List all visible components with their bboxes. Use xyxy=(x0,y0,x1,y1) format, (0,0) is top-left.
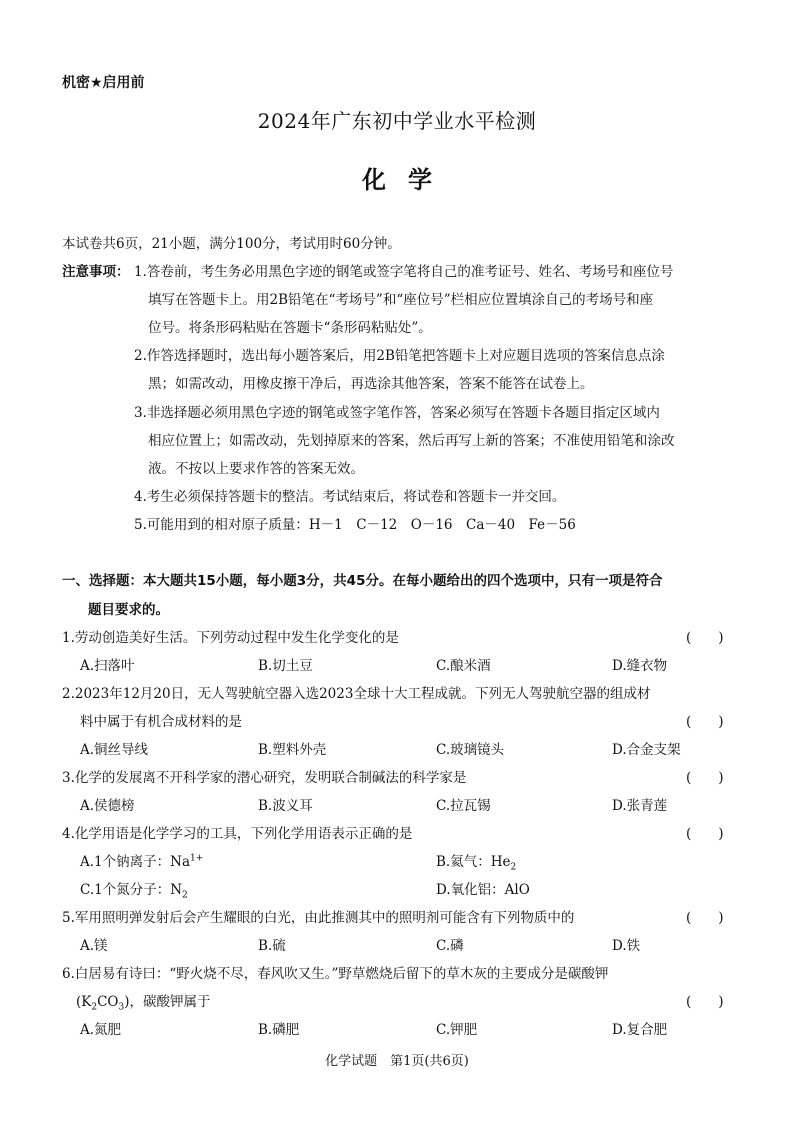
option-a: A.扫落叶 xyxy=(80,658,135,674)
option-c: C.酿米酒 xyxy=(436,658,491,674)
question-stem: 5.军用照明弹发射后会产生耀眼的白光，由此推测其中的照明剂可能含有下列物质中的 xyxy=(62,910,575,926)
option-a: A.镁 xyxy=(80,938,108,954)
notice-line: 黑；如需改动，用橡皮擦干净后，再选涂其他答案，答案不能答在试卷上。 xyxy=(148,376,594,392)
question-stem: 4.化学用语是化学学习的工具，下列化学用语表示正确的是 xyxy=(62,826,413,842)
option-a: A.氮肥 xyxy=(80,1022,122,1038)
exam-title: 2024年广东初中学业水平检测 xyxy=(257,109,537,133)
answer-parentheses: ( ) xyxy=(686,714,724,730)
notice-label: 注意事项： xyxy=(62,264,130,280)
notice-line: 4.考生必须保持答题卡的整洁。考试结束后，将试卷和答题卡一并交回。 xyxy=(134,489,566,505)
notice-line: 1.答卷前，考生务必用黑色字迹的钢笔或签字笔将自己的准考证号、姓名、考场号和座位号 xyxy=(134,264,674,280)
question-stem: 3.化学的发展离不开科学家的潜心研究，发明联合制碱法的科学家是 xyxy=(62,770,467,786)
notice-line: 相应位置上；如需改动，先划掉原来的答案，然后再写上新的答案；不准使用铅笔和涂改 xyxy=(148,433,675,449)
subscript: 2 xyxy=(510,862,517,873)
notice-line: 位号。将条形码粘贴在答题卡“条形码粘贴处”。 xyxy=(148,320,432,336)
option-d: D.张青莲 xyxy=(612,798,668,814)
option-c xyxy=(80,878,188,901)
option-b: B.塑料外壳 xyxy=(258,742,327,758)
option-d: D.复合肥 xyxy=(612,1022,668,1038)
question-stem xyxy=(76,990,211,1013)
formula-part: )，碳酸钾属于 xyxy=(124,994,211,1010)
option-d: D.氧化铝：AlO xyxy=(436,882,530,898)
option-b: B.波义耳 xyxy=(258,798,313,814)
notice-line: 填写在答题卡上。用2B铅笔在“考场号”和“座位号”栏相应位置填涂自己的考场号和座 xyxy=(148,292,654,308)
question-stem: 2.2023年12月20日，无人驾驶航空器入选2023全球十大工程成就。下列无人驾驶航空器的组成材 xyxy=(62,686,651,702)
option-b: B.硫 xyxy=(258,938,286,954)
exam-intro: 本试卷共6页，21小题，满分100分，考试用时60分钟。 xyxy=(62,236,401,252)
option-c: C.玻璃镜头 xyxy=(436,742,505,758)
confidential-label: 机密★启用前 xyxy=(62,75,145,91)
option-a: A.铜丝导线 xyxy=(80,742,149,758)
option-c: C.钾肥 xyxy=(436,1022,478,1038)
formula-part: (K xyxy=(76,994,92,1010)
notice-line: 液。不按以上要求作答的答案无效。 xyxy=(148,461,364,477)
option-d: D.合金支架 xyxy=(612,742,681,758)
question-stem: 6.白居易有诗曰：“野火烧不尽，春风吹又生。”野草燃烧后留下的草木灰的主要成分是碳酸钾 xyxy=(62,966,609,982)
option-text: C.1个氮分子：N xyxy=(80,882,183,898)
formula-part: CO xyxy=(97,994,119,1010)
option-d: D.铁 xyxy=(612,938,641,954)
option-a: A.侯德榜 xyxy=(80,798,135,814)
option-b xyxy=(436,850,516,873)
notice-line: 5.可能用到的相对原子质量：H－1 C－12 O－16 Ca－40 Fe－56 xyxy=(134,517,576,533)
answer-parentheses: ( ) xyxy=(686,910,724,926)
option-c: C.拉瓦锡 xyxy=(436,798,491,814)
option-b: B.切土豆 xyxy=(258,658,313,674)
option-text: A.1个钠离子：Na xyxy=(80,854,190,870)
notice-line: 2.作答选择题时，选出每小题答案后，用2B铅笔把答题卡上对应题目选项的答案信息点涂 xyxy=(134,348,665,364)
question-stem: 1.劳动创造美好生活。下列劳动过程中发生化学变化的是 xyxy=(62,630,399,646)
subscript: 2 xyxy=(182,890,188,901)
page-footer: 化学试题 第1页(共6页) xyxy=(325,1054,469,1069)
answer-parentheses: ( ) xyxy=(686,994,724,1010)
section-heading: 一、选择题：本大题共15小题，每小题3分，共45分。在每小题给出的四个选项中，只有一项是符合 xyxy=(62,573,663,589)
subscript: 3 xyxy=(118,1002,125,1013)
option-a xyxy=(80,850,203,870)
answer-parentheses: ( ) xyxy=(686,630,724,646)
option-text: B.氦气：He xyxy=(436,854,511,870)
option-c: C.磷 xyxy=(436,938,464,954)
subject-title: 化学 xyxy=(362,166,454,194)
option-b: B.磷肥 xyxy=(258,1022,300,1038)
charge-superscript: 1+ xyxy=(190,853,204,864)
option-d: D.缝衣物 xyxy=(612,658,668,674)
notice-line: 3.非选择题必须用黑色字迹的钢笔或签字笔作答，答案必须写在答题卡各题目指定区域内 xyxy=(134,405,660,421)
subscript: 2 xyxy=(91,1002,98,1013)
answer-parentheses: ( ) xyxy=(686,770,724,786)
answer-parentheses: ( ) xyxy=(686,826,724,842)
section-heading: 题目要求的。 xyxy=(88,602,169,618)
question-stem: 料中属于有机合成材料的是 xyxy=(80,714,242,730)
